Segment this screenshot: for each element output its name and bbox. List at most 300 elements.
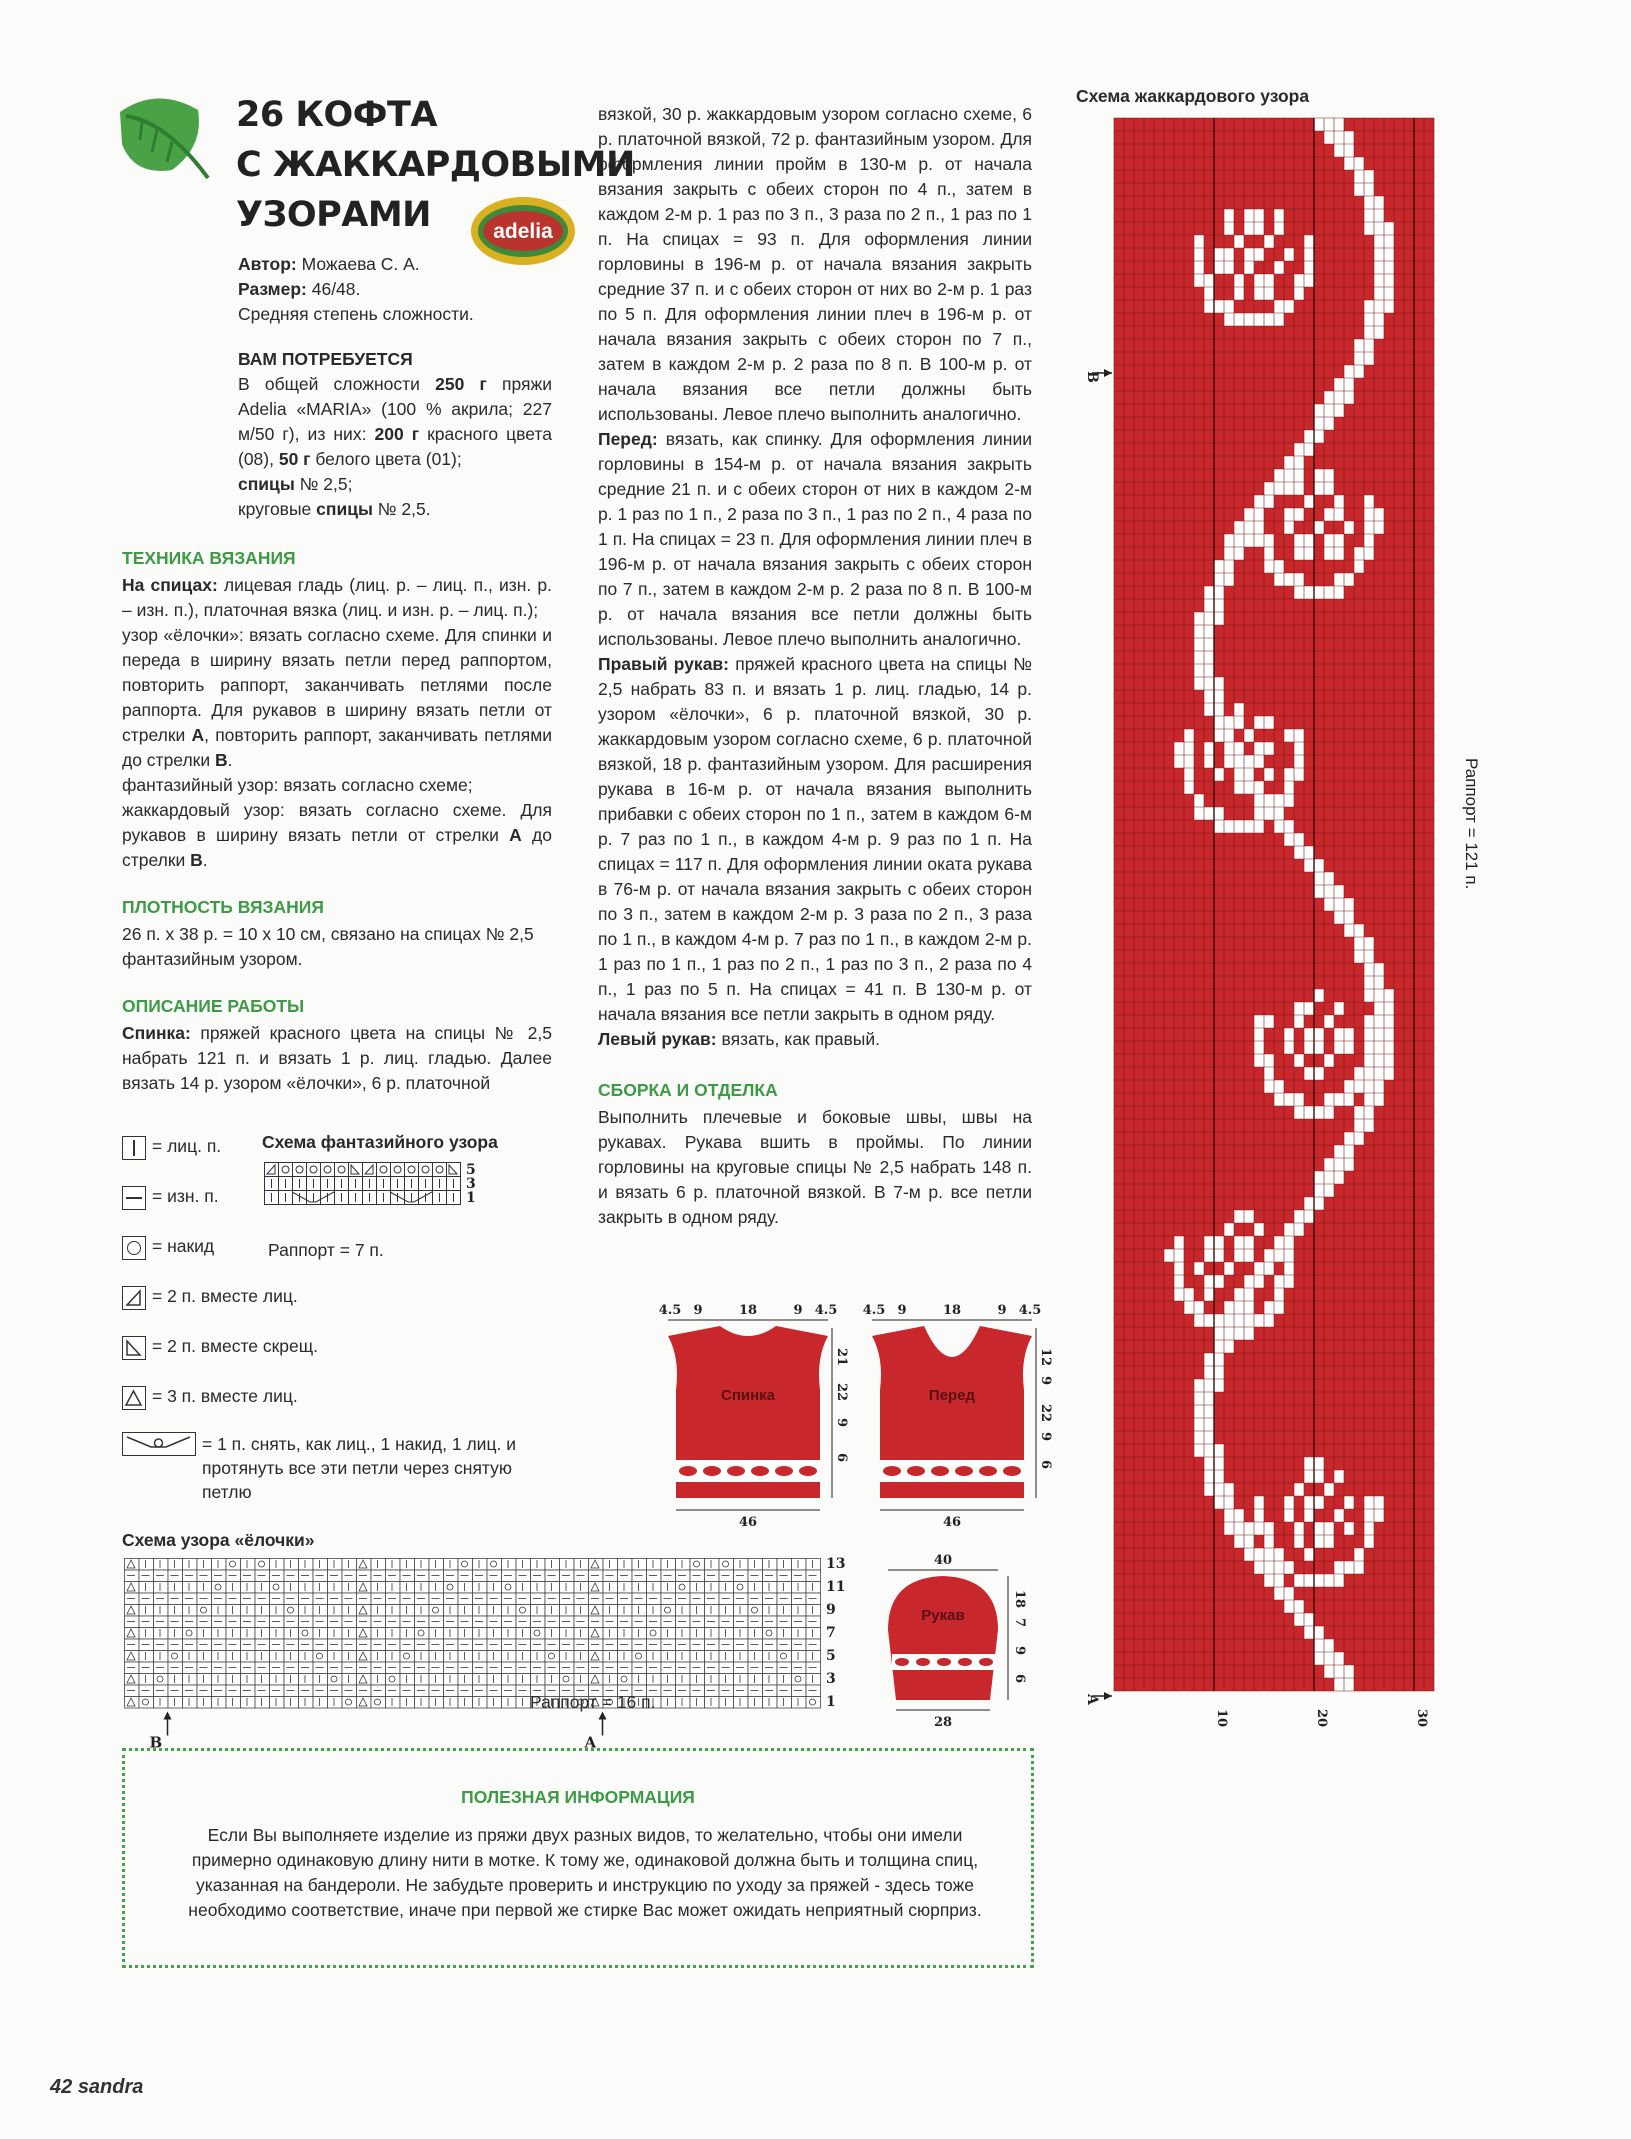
legend-special: = 1 п. снять, как лиц., 1 накид, 1 лиц. и протянуть все эти петли через снятую петлю [122, 1432, 542, 1464]
motif-cell [1364, 508, 1374, 521]
elochki-cell [299, 1605, 314, 1617]
elochki-cell [487, 1697, 502, 1709]
motif-cell [1344, 378, 1354, 391]
elochki-cell [676, 1582, 691, 1594]
motif-cell [1354, 1106, 1364, 1119]
motif-cell [1314, 1639, 1324, 1652]
elochki-cell [255, 1559, 270, 1571]
elochki-cell [734, 1582, 749, 1594]
elochki-cell [458, 1697, 473, 1709]
motif-cell [1264, 274, 1274, 287]
motif-cell [1324, 469, 1334, 482]
motif-cell [1264, 1015, 1274, 1028]
motif-cell [1334, 508, 1344, 521]
elochki-cell [792, 1674, 807, 1686]
elochki-cell [487, 1559, 502, 1571]
elochki-cell [400, 1674, 415, 1686]
motif-cell [1264, 534, 1274, 547]
elochki-cell [603, 1651, 618, 1663]
elochki-cell [386, 1582, 401, 1594]
motif-cell [1324, 1574, 1334, 1587]
motif-cell [1304, 1041, 1314, 1054]
motif-cell [1364, 495, 1374, 508]
elochki-cell [502, 1674, 517, 1686]
sleeve-bottom-dim: 28 [933, 1715, 953, 1730]
elochki-cell [632, 1628, 647, 1640]
elochki-cell [415, 1628, 430, 1640]
motif-cell [1234, 1301, 1244, 1314]
side-dim: 12 [1038, 1348, 1053, 1367]
motif-cell [1384, 235, 1394, 248]
motif-cell [1274, 1561, 1284, 1574]
motif-cell [1294, 469, 1304, 482]
elochki-cell [255, 1582, 270, 1594]
band-motif [799, 1466, 817, 1476]
band-motif [955, 1466, 973, 1476]
motif-cell [1214, 716, 1224, 729]
motif-cell [1254, 820, 1264, 833]
motif-cell [1344, 1665, 1354, 1678]
k2tog-icon [122, 1286, 146, 1310]
motif-cell [1364, 1093, 1374, 1106]
motif-cell [1274, 261, 1284, 274]
right-text-column [598, 102, 1032, 1230]
motif-cell [1304, 1067, 1314, 1080]
motif-cell [1284, 1262, 1294, 1275]
sleeve-side-dim: 9 [1012, 1646, 1027, 1656]
motif-cell [1314, 872, 1324, 885]
elochki-cell [792, 1651, 807, 1663]
motif-cell [1364, 1015, 1374, 1028]
motif-cell [1274, 313, 1284, 326]
elochki-cell [748, 1651, 763, 1663]
elochki-cell [386, 1697, 401, 1709]
technique-text-2: узор «ёлочки»: вязать согласно схеме. Для спинки и переда в ширину вязать петли перед раппортом, повторить раппорт, заканчивать петлями после раппорта. Для рукавов в ширину вязать петли от стрелки A, повторить раппорт, заканчивать петлями до стрелки B. [122, 625, 552, 770]
motif-cell [1204, 690, 1214, 703]
motif-cell [1344, 1132, 1354, 1145]
elochki-cell [690, 1628, 705, 1640]
motif-cell [1304, 1496, 1314, 1509]
elochki-cell [792, 1628, 807, 1640]
motif-cell [1284, 1509, 1294, 1522]
elochki-cell [270, 1697, 285, 1709]
elochki-cell [806, 1582, 821, 1594]
elochki-cell [603, 1605, 618, 1617]
elochki-cell [748, 1559, 763, 1571]
elochki-cell [226, 1651, 241, 1663]
technique-heading: ТЕХНИКА ВЯЗАНИЯ [122, 548, 296, 568]
motif-cell [1234, 742, 1244, 755]
motif-cell [1274, 1288, 1284, 1301]
elochki-cell [748, 1628, 763, 1640]
elochki-cell [197, 1605, 212, 1617]
motif-cell [1364, 521, 1374, 534]
elochki-cell [444, 1582, 459, 1594]
elochki-cell [212, 1559, 227, 1571]
elochki-cell [676, 1697, 691, 1709]
motif-cell [1344, 911, 1354, 924]
motif-cell [1174, 755, 1184, 768]
motif-cell [1274, 1587, 1284, 1600]
elochki-cell [632, 1605, 647, 1617]
side-dim: 21 [834, 1348, 849, 1367]
motif-cell [1284, 1600, 1294, 1613]
motif-cell [1204, 1431, 1214, 1444]
elochki-cell [632, 1674, 647, 1686]
fantasy-chart-title: Схема фантазийного узора [262, 1132, 498, 1152]
elochki-cell [458, 1605, 473, 1617]
motif-cell [1374, 274, 1384, 287]
elochki-cell [545, 1559, 560, 1571]
elochki-cell [777, 1582, 792, 1594]
motif-cell [1364, 1119, 1374, 1132]
motif-cell [1184, 729, 1194, 742]
motif-cell [1224, 1496, 1234, 1509]
motif-cell [1224, 534, 1234, 547]
elochki-cell [516, 1628, 531, 1640]
motif-cell [1244, 1275, 1254, 1288]
motif-cell [1234, 521, 1244, 534]
motif-cell [1354, 1132, 1364, 1145]
motif-cell [1194, 625, 1204, 638]
motif-cell [1264, 560, 1274, 573]
elochki-cell [763, 1582, 778, 1594]
motif-cell [1244, 820, 1254, 833]
elochki-cell [400, 1628, 415, 1640]
top-dim: 4.5 [814, 1303, 838, 1318]
motif-cell [1314, 469, 1324, 482]
motif-cell [1304, 261, 1314, 274]
elochki-cell [690, 1651, 705, 1663]
fantasy-chart [264, 1162, 534, 1228]
elochki-cell [400, 1582, 415, 1594]
motif-cell [1334, 1145, 1344, 1158]
motif-cell [1224, 573, 1234, 586]
elochki-cell [806, 1559, 821, 1571]
motif-cell [1194, 1262, 1204, 1275]
elochki-cell [371, 1651, 386, 1663]
elochki-cell [342, 1674, 357, 1686]
elochki-cell [502, 1651, 517, 1663]
motif-cell [1174, 1262, 1184, 1275]
elochki-cell [661, 1697, 676, 1709]
motif-cell [1384, 989, 1394, 1002]
sleeve-schematic [868, 1550, 1038, 1730]
x-tick-label: 10 [1214, 1709, 1229, 1728]
motif-cell [1194, 274, 1204, 287]
motif-cell [1234, 313, 1244, 326]
motif-cell [1254, 1015, 1264, 1028]
elochki-chart [124, 1556, 846, 1752]
motif-cell [1234, 1522, 1244, 1535]
elochki-cell [690, 1559, 705, 1571]
motif-cell [1354, 183, 1364, 196]
motif-cell [1224, 820, 1234, 833]
assembly-heading: СБОРКА И ОТДЕЛКА [598, 1080, 778, 1100]
motif-cell [1304, 430, 1314, 443]
motif-cell [1304, 534, 1314, 547]
elochki-cell [183, 1605, 198, 1617]
motif-cell [1374, 326, 1384, 339]
motif-cell [1334, 144, 1344, 157]
motif-cell [1274, 469, 1284, 482]
motif-cell [1234, 1210, 1244, 1223]
elochki-cell [560, 1605, 575, 1617]
motif-cell [1204, 1314, 1214, 1327]
elochki-cell [763, 1628, 778, 1640]
sleeve-band-motif [916, 1658, 930, 1666]
elochki-cell [560, 1628, 575, 1640]
elochki-cell [705, 1559, 720, 1571]
motif-cell [1214, 690, 1224, 703]
elochki-cell [183, 1651, 198, 1663]
motif-cell [1224, 560, 1234, 573]
motif-cell [1314, 1522, 1324, 1535]
elochki-cell [676, 1559, 691, 1571]
elochki-cell [241, 1605, 256, 1617]
motif-cell [1284, 1249, 1294, 1262]
motif-cell [1284, 1223, 1294, 1236]
motif-cell [1304, 1509, 1314, 1522]
motif-cell [1374, 1080, 1384, 1093]
elochki-cell [226, 1628, 241, 1640]
elochki-cell [415, 1582, 430, 1594]
motif-cell [1224, 248, 1234, 261]
motif-cell [1214, 807, 1224, 820]
elochki-cell [618, 1674, 633, 1686]
motif-cell [1334, 1574, 1344, 1587]
motif-cell [1234, 820, 1244, 833]
elochki-cell [168, 1605, 183, 1617]
jacquard-band [676, 1460, 820, 1482]
elochki-cell [328, 1651, 343, 1663]
motif-cell [1384, 300, 1394, 313]
motif-cell [1214, 1366, 1224, 1379]
band-motif [679, 1466, 697, 1476]
motif-cell [1294, 1613, 1304, 1626]
elochki-cell [719, 1697, 734, 1709]
motif-cell [1334, 534, 1344, 547]
motif-cell [1174, 1275, 1184, 1288]
elochki-cell [516, 1559, 531, 1571]
fantasy-row-label: 3 [466, 1176, 476, 1192]
elochki-cell [763, 1605, 778, 1617]
motif-cell [1324, 1158, 1334, 1171]
motif-cell [1314, 1496, 1324, 1509]
motif-cell [1334, 391, 1344, 404]
motif-cell [1314, 118, 1324, 131]
elochki-cell [328, 1559, 343, 1571]
motif-cell [1314, 1652, 1324, 1665]
sleeve-band-motif [979, 1658, 993, 1666]
elochki-cell [226, 1559, 241, 1571]
motif-cell [1224, 300, 1234, 313]
top-dim: 9 [693, 1303, 703, 1318]
motif-cell [1314, 1197, 1324, 1210]
motif-cell [1334, 118, 1344, 131]
elochki-cell [531, 1674, 546, 1686]
motif-cell [1194, 1418, 1204, 1431]
motif-cell [1374, 235, 1384, 248]
elochki-cell [705, 1651, 720, 1663]
front-text: Перед: вязать, как спинку. Для оформления линии горловины в 154-м р. от начала вязания закрыть средние 21 п. и с обеих сторон от них в каждом 2-м р. 1 раз по 1 п., 2 раза по 3 п., 1 раз по 2 п., 4 раза по 1 п. На спицах = 23 п. Для оформления линии плеч в 196-м р. от начала вязания закрыть с обеих сторон по 7 п., затем в каждом 2-м р. 2 раза по 8 п. В 100-м р. от начала вязания все петли должны быть использованы. Левое плечо выполнить аналогично. [598, 429, 1032, 649]
motif-cell [1294, 534, 1304, 547]
elochki-cell [661, 1651, 676, 1663]
motif-cell [1354, 1067, 1364, 1080]
elochki-cell [371, 1697, 386, 1709]
elochki-cell [763, 1559, 778, 1571]
motif-cell [1174, 1236, 1184, 1249]
motif-cell [1344, 157, 1354, 170]
motif-cell [1324, 898, 1334, 911]
elochki-cell [299, 1628, 314, 1640]
elochki-cell [386, 1674, 401, 1686]
elochki-cell [400, 1605, 415, 1617]
elochki-cell [328, 1628, 343, 1640]
elochki-cell [183, 1559, 198, 1571]
motif-cell [1214, 300, 1224, 313]
elochki-cell [647, 1582, 662, 1594]
motif-cell [1254, 1509, 1264, 1522]
motif-cell [1354, 157, 1364, 170]
motif-cell [1264, 768, 1274, 781]
elochki-cell [458, 1559, 473, 1571]
motif-cell [1374, 1002, 1384, 1015]
elochki-cell [734, 1674, 749, 1686]
elochki-cell [705, 1628, 720, 1640]
title-line-3: УЗОРАМИ [236, 195, 431, 235]
motif-cell [1244, 534, 1254, 547]
motif-cell [1364, 963, 1374, 976]
motif-cell [1374, 261, 1384, 274]
elochki-cell [690, 1605, 705, 1617]
elochki-cell [560, 1559, 575, 1571]
elochki-cell [574, 1651, 589, 1663]
elochki-cell [647, 1605, 662, 1617]
technique-text-4: жаккардовый узор: вязать согласно схеме. Для рукавов в ширину вязать петли от стрелки A до стрелки B. [122, 800, 552, 870]
motif-cell [1244, 1522, 1254, 1535]
motif-cell [1214, 768, 1224, 781]
elochki-cell [473, 1582, 488, 1594]
motif-cell [1294, 1054, 1304, 1067]
elochki-cell [313, 1651, 328, 1663]
motif-cell [1204, 1418, 1214, 1431]
description-heading: ОПИСАНИЕ РАБОТЫ [122, 996, 305, 1016]
elochki-cell [328, 1674, 343, 1686]
motif-cell [1294, 443, 1304, 456]
motif-cell [1324, 1535, 1334, 1548]
elochki-cell [763, 1674, 778, 1686]
motif-cell [1194, 1405, 1204, 1418]
elochki-cell [400, 1559, 415, 1571]
elochki-cell [342, 1605, 357, 1617]
motif-cell [1214, 261, 1224, 274]
motif-cell [1264, 1067, 1274, 1080]
motif-cell [1374, 300, 1384, 313]
motif-cell [1254, 1041, 1264, 1054]
motif-cell [1264, 1054, 1274, 1067]
elochki-cell [618, 1651, 633, 1663]
motif-cell [1284, 482, 1294, 495]
motif-cell [1294, 482, 1304, 495]
elochki-cell [154, 1605, 169, 1617]
motif-cell [1244, 1535, 1254, 1548]
fantasy-repeat-label: Раппорт = 7 п. [268, 1240, 384, 1260]
motif-cell [1224, 209, 1234, 222]
sleeve-top-dim: 40 [933, 1553, 953, 1568]
repeat-label: Раппорт = 121 п. [1462, 758, 1481, 890]
elochki-cell [444, 1674, 459, 1686]
band-motif [883, 1466, 901, 1476]
elochki-cell [458, 1674, 473, 1686]
elochki-cell [400, 1651, 415, 1663]
elochki-cell [212, 1697, 227, 1709]
elochki-cell [502, 1582, 517, 1594]
elochki-cell [139, 1697, 154, 1709]
motif-cell [1244, 781, 1254, 794]
elochki-row-label: 9 [826, 1602, 836, 1618]
motif-cell [1214, 703, 1224, 716]
motif-cell [1384, 1054, 1394, 1067]
elochki-cell [241, 1651, 256, 1663]
motif-cell [1234, 703, 1244, 716]
elochki-cell [154, 1651, 169, 1663]
motif-cell [1284, 1587, 1294, 1600]
motif-cell [1364, 547, 1374, 560]
motif-cell [1164, 1249, 1174, 1262]
elochki-cell [676, 1674, 691, 1686]
motif-cell [1354, 937, 1364, 950]
elochki-cell [183, 1628, 198, 1640]
elochki-cell [473, 1605, 488, 1617]
motif-cell [1304, 1106, 1314, 1119]
elochki-cell [415, 1559, 430, 1571]
motif-cell [1204, 1483, 1214, 1496]
elochki-cell [777, 1605, 792, 1617]
elochki-cell [531, 1628, 546, 1640]
elochki-cell [719, 1559, 734, 1571]
motif-cell [1364, 1106, 1374, 1119]
garment-label: Перед [928, 1387, 976, 1404]
elochki-cell [777, 1697, 792, 1709]
elochki-cell [618, 1628, 633, 1640]
legend-k2tog: = 2 п. вместе лиц. [122, 1286, 298, 1318]
motif-cell [1314, 521, 1324, 534]
motif-cell [1314, 1535, 1324, 1548]
motif-cell [1284, 1561, 1294, 1574]
motif-cell [1314, 1457, 1324, 1470]
motif-cell [1284, 1028, 1294, 1041]
elochki-cell [284, 1628, 299, 1640]
motif-cell [1224, 261, 1234, 274]
elochki-cell [502, 1628, 517, 1640]
motif-cell [1364, 196, 1374, 209]
motif-cell [1294, 755, 1304, 768]
motif-cell [1204, 1236, 1214, 1249]
motif-cell [1364, 1535, 1374, 1548]
knit-symbol-icon [122, 1136, 146, 1160]
elochki-cell [531, 1605, 546, 1617]
motif-cell [1254, 508, 1264, 521]
motif-cell [1304, 1626, 1314, 1639]
elochki-cell [313, 1628, 328, 1640]
motif-cell [1204, 1366, 1214, 1379]
motif-cell [1324, 404, 1334, 417]
elochki-cell [516, 1651, 531, 1663]
motif-cell [1264, 1548, 1274, 1561]
motif-cell [1324, 1184, 1334, 1197]
title-line-2: С ЖАККАРДОВЫМИ [236, 145, 635, 185]
